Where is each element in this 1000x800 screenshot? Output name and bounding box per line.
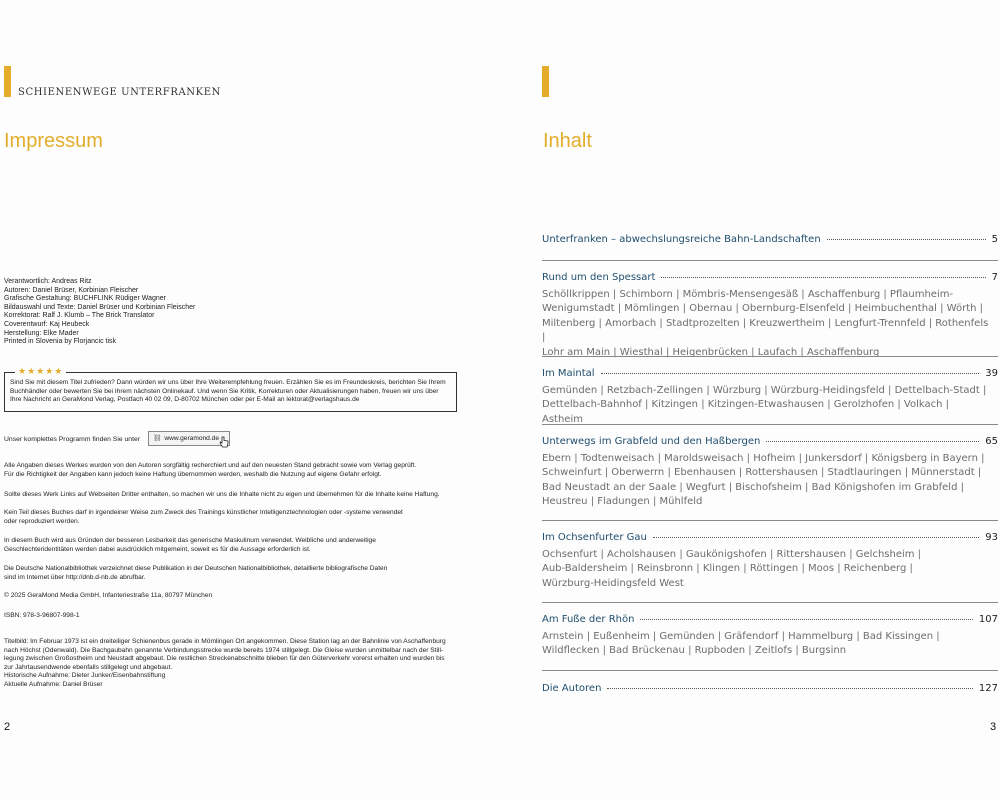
credit-line: Printed in Slovenia by Florjancic tisk (4, 338, 117, 346)
toc-entry[interactable] (542, 614, 998, 625)
toc-entry-title[interactable]: Im Maintal (542, 368, 595, 379)
toc-entry-title[interactable]: Am Fuße der Rhön (542, 614, 635, 625)
accent-bar-right (542, 66, 549, 97)
links-paragraph (4, 491, 459, 500)
station-line: Schweinfurt | Oberwerrn | Ebenhausen | Rottershausen | Stadtlauringen | Münnerstadt | (542, 467, 982, 479)
credit-line: Herstellung: Elke Mader (4, 329, 79, 337)
feedback-line: Ihre Nachricht an GeraMond Verlag, Postfach 40 02 09, D-80702 München oder per E-Mail an lektorat@verlagshaus.de (10, 396, 360, 403)
disclaimer-paragraph (4, 462, 459, 479)
paragraph-line: Kein Teil dieses Buches darf in irgendeiner Weise zum Zweck des Trainings künstlicher Intelligenztechnologien oder -systeme verwendet (4, 509, 403, 516)
paragraph-line: Sollte dieses Werk Links auf Webseiten Dritter enthalten, so machen wir uns die Inhalte nicht zu eigen und übernehmen für die Inhalte keine Haftung. (4, 491, 440, 498)
paragraph-line: © 2025 GeraMond Media GmbH, Infanteriestraße 11a, 80797 München (4, 592, 213, 599)
station-line: Miltenberg | Amorbach | Stadtprozelten | Kreuzwertheim | Lengfurt-Trennfeld | Rothenfels | (542, 317, 989, 344)
toc-stations (542, 630, 992, 659)
station-line: Wildflecken | Bad Brückenau | Rupboden | Zeitlofs | Burgsinn (542, 645, 847, 657)
page-heading-inhalt: Inhalt (543, 130, 592, 152)
credit-line: Autoren: Daniel Brüser, Korbinian Fleischer (4, 286, 139, 294)
toc-divider (542, 670, 998, 671)
toc-divider (542, 602, 998, 603)
toc-entry-page: 127 (978, 683, 998, 694)
station-line: Ochsenfurt | Acholshausen | Gaukönigshofen | Rittershausen | Gelchsheim | (542, 549, 922, 560)
feedback-line: Buchhändler oder bewerten Sie bei Ihrem nächsten Onlinekauf. Und wenn Sie Kritik, Korrekturen oder Aktualisierungen haben, freuen wir uns über (10, 387, 439, 395)
page-number-right: 3 (990, 721, 997, 733)
website-link[interactable] (148, 431, 230, 446)
toc-entry-page: 7 (991, 272, 998, 283)
paragraph-line: In diesem Buch wird aus Gründen der besseren Lesbarkeit das generische Maskulinum verwendet. Weibliche und anderweitige (4, 537, 376, 544)
program-text: Unser komplettes Programm finden Sie unter (4, 436, 140, 443)
website-url[interactable]: www.geramond.de (164, 435, 219, 442)
toc-entry-page: 39 (985, 368, 998, 379)
toc-leader (601, 373, 980, 374)
accent-bar-left (4, 66, 11, 97)
toc-entry-page: 5 (991, 234, 998, 245)
toc-entry[interactable] (542, 436, 998, 447)
credit-line: Korrektorat: Ralf J. Klumb – The Brick Translator (4, 312, 155, 320)
credit-line: Verantwortlich: Andreas Ritz (4, 278, 92, 285)
credits-block (4, 278, 195, 347)
toc-entry-title[interactable]: Die Autoren (542, 683, 602, 694)
station-line: Dettelbach-Bahnhof | Kitzingen | Kitzingen-Etwashausen | Gerolzhofen | Volkach | Astheim (542, 399, 950, 425)
station-line: Gemünden | Retzbach-Zellingen | Würzburg | Würzburg-Heidingsfeld | Dettelbach-Stadt | (542, 385, 987, 396)
station-line: Würzburg-Heidingsfeld West (542, 577, 684, 589)
toc-divider (542, 520, 998, 521)
toc-leader (640, 619, 972, 620)
toc-entry[interactable] (542, 368, 998, 379)
station-line: Wenigumstadt | Mömlingen | Obernau | Obernburg-Elsenfeld | Heimbuchenthal | Wörth | (542, 303, 984, 315)
paragraph-line: oder reproduziert werden. (4, 517, 80, 525)
paragraph-line: Historische Aufnahme: Dieter Junker/Eisenbahnstiftung (4, 672, 166, 680)
page-number-left: 2 (4, 721, 11, 733)
station-line: Lohr am Main | Wiesthal | Heigenbrücken | Laufach | Aschaffenburg (542, 346, 880, 358)
toc-leader (607, 688, 972, 689)
station-line: Aub-Baldersheim | Reinsbronn | Klingen | Röttingen | Moos | Reichenberg | (542, 563, 913, 575)
toc-entry[interactable] (542, 683, 998, 694)
gender-paragraph (4, 537, 459, 554)
feedback-line: Sind Sie mit diesem Titel zufrieden? Dann würden wir uns über Ihre Weiterempfehlung freuen. Erzählen Sie es im Freundeskreis, berichten Sie Ihrem (10, 379, 446, 386)
toc-entry[interactable] (542, 272, 998, 283)
page-heading-impressum: Impressum (4, 130, 103, 152)
paragraph-line: Für die Richtigkeit der Angaben kann jedoch keine Haftung übernommen werden, weshalb die Nutzung auf eigene Gefahr erfolgt. (4, 470, 382, 478)
toc-leader (827, 239, 986, 240)
toc-divider (542, 260, 998, 261)
paragraph-line: ISBN: 978-3-96807-998-1 (4, 612, 80, 619)
station-line: Schöllkrippen | Schimborn | Mömbris-Mensengesäß | Aschaffenburg | Pflaumheim- (542, 289, 954, 300)
station-line: Arnstein | Eußenheim | Gemünden | Gräfendorf | Hammelburg | Bad Kissingen | (542, 631, 940, 642)
link-icon: ⛓ (153, 435, 162, 442)
hand-cursor-icon (219, 436, 229, 448)
toc-leader (653, 537, 979, 538)
toc-stations (542, 288, 992, 360)
credit-line: Grafische Gestaltung: BUCHFLINK Rüdiger Wagner (4, 295, 166, 303)
toc-stations (542, 384, 992, 427)
feedback-box (4, 366, 457, 412)
paragraph-line: Aktuelle Aufnahme: Daniel Brüser (4, 680, 103, 688)
toc-entry-page: 93 (985, 532, 998, 543)
credit-line: Bildauswahl und Texte: Daniel Brüser und Korbinian Fleischer (4, 303, 196, 311)
station-line: Bad Neustadt an der Saale | Wegfurt | Bischofsheim | Bad Königshofen im Grabfeld | (542, 481, 964, 493)
toc-divider (542, 356, 998, 357)
paragraph-line: zur Jahrtausendwende ebenfalls stillgelegt und abgebaut. (4, 663, 173, 671)
cover-caption (4, 638, 459, 690)
dnb-paragraph (4, 565, 459, 582)
toc-entry-title[interactable]: Im Ochsenfurter Gau (542, 532, 647, 543)
toc-entry-page: 65 (985, 436, 998, 447)
toc-entry-title[interactable]: Unterfranken – abwechslungsreiche Bahn-Landschaften (542, 234, 821, 245)
toc-entry-page: 107 (978, 614, 998, 625)
isbn-line (4, 612, 459, 621)
paragraph-line: sind im Internet über http://dnb.d-nb.de abrufbar. (4, 573, 146, 581)
toc-stations (542, 452, 992, 510)
copyright-line (4, 592, 459, 601)
toc-entry[interactable] (542, 532, 998, 543)
toc-entry[interactable] (542, 234, 998, 245)
paragraph-line: Geschlechteridentitäten werden dabei ausdrücklich mitgemeint, soweit es für die Aussage erforderlich ist. (4, 545, 311, 553)
paragraph-line: nach Höchst (Odenwald). Die Bachgaubahn genannte Verbindungsstrecke wurde bereits 1974 stillgelegt. Die Gleise wurden unmittelbar nach der Still- (4, 646, 444, 654)
station-line: Heustreu | Fladungen | Mühlfeld (542, 496, 703, 508)
toc-entry-title[interactable]: Rund um den Spessart (542, 272, 656, 283)
star-icon: ★★★★★ (15, 366, 66, 377)
toc-leader (766, 441, 979, 442)
paragraph-line: legung zwischen Großostheim und Neustadt abgebaut. Die restlichen Streckenabschnitte blieben für den Güterverkehr vorerst erhalten und wurden bis (4, 655, 445, 663)
toc-stations (542, 548, 992, 591)
series-title: SCHIENENWEGE UNTERFRANKEN (18, 87, 221, 98)
toc-divider (542, 424, 998, 425)
ai-paragraph (4, 509, 459, 526)
toc-entry-title[interactable]: Unterwegs im Grabfeld und den Haßbergen (542, 436, 761, 447)
station-line: Ebern | Todtenweisach | Maroldsweisach | Hofheim | Junkersdorf | Königsberg in Bayern | (542, 453, 985, 464)
paragraph-line: Titelbild: Im Februar 1973 ist ein dreiteiliger Schienenbus gerade in Mömlingen Ort angekommen. Diese Station lag an der Bahnlinie von Aschaffenburg (4, 638, 446, 645)
paragraph-line: Alle Angaben dieses Werkes wurden von den Autoren sorgfältig recherchiert und auf den neuesten Stand gebracht sowie vom Verlag geprüft. (4, 462, 417, 469)
credit-line: Coverentwurf: Kaj Heubeck (4, 320, 90, 328)
paragraph-line: Die Deutsche Nationalbibliothek verzeichnet diese Publikation in der Deutschen Nationalbibliothek, detaillierte bibliografische Daten (4, 565, 388, 572)
toc-leader (661, 277, 985, 278)
